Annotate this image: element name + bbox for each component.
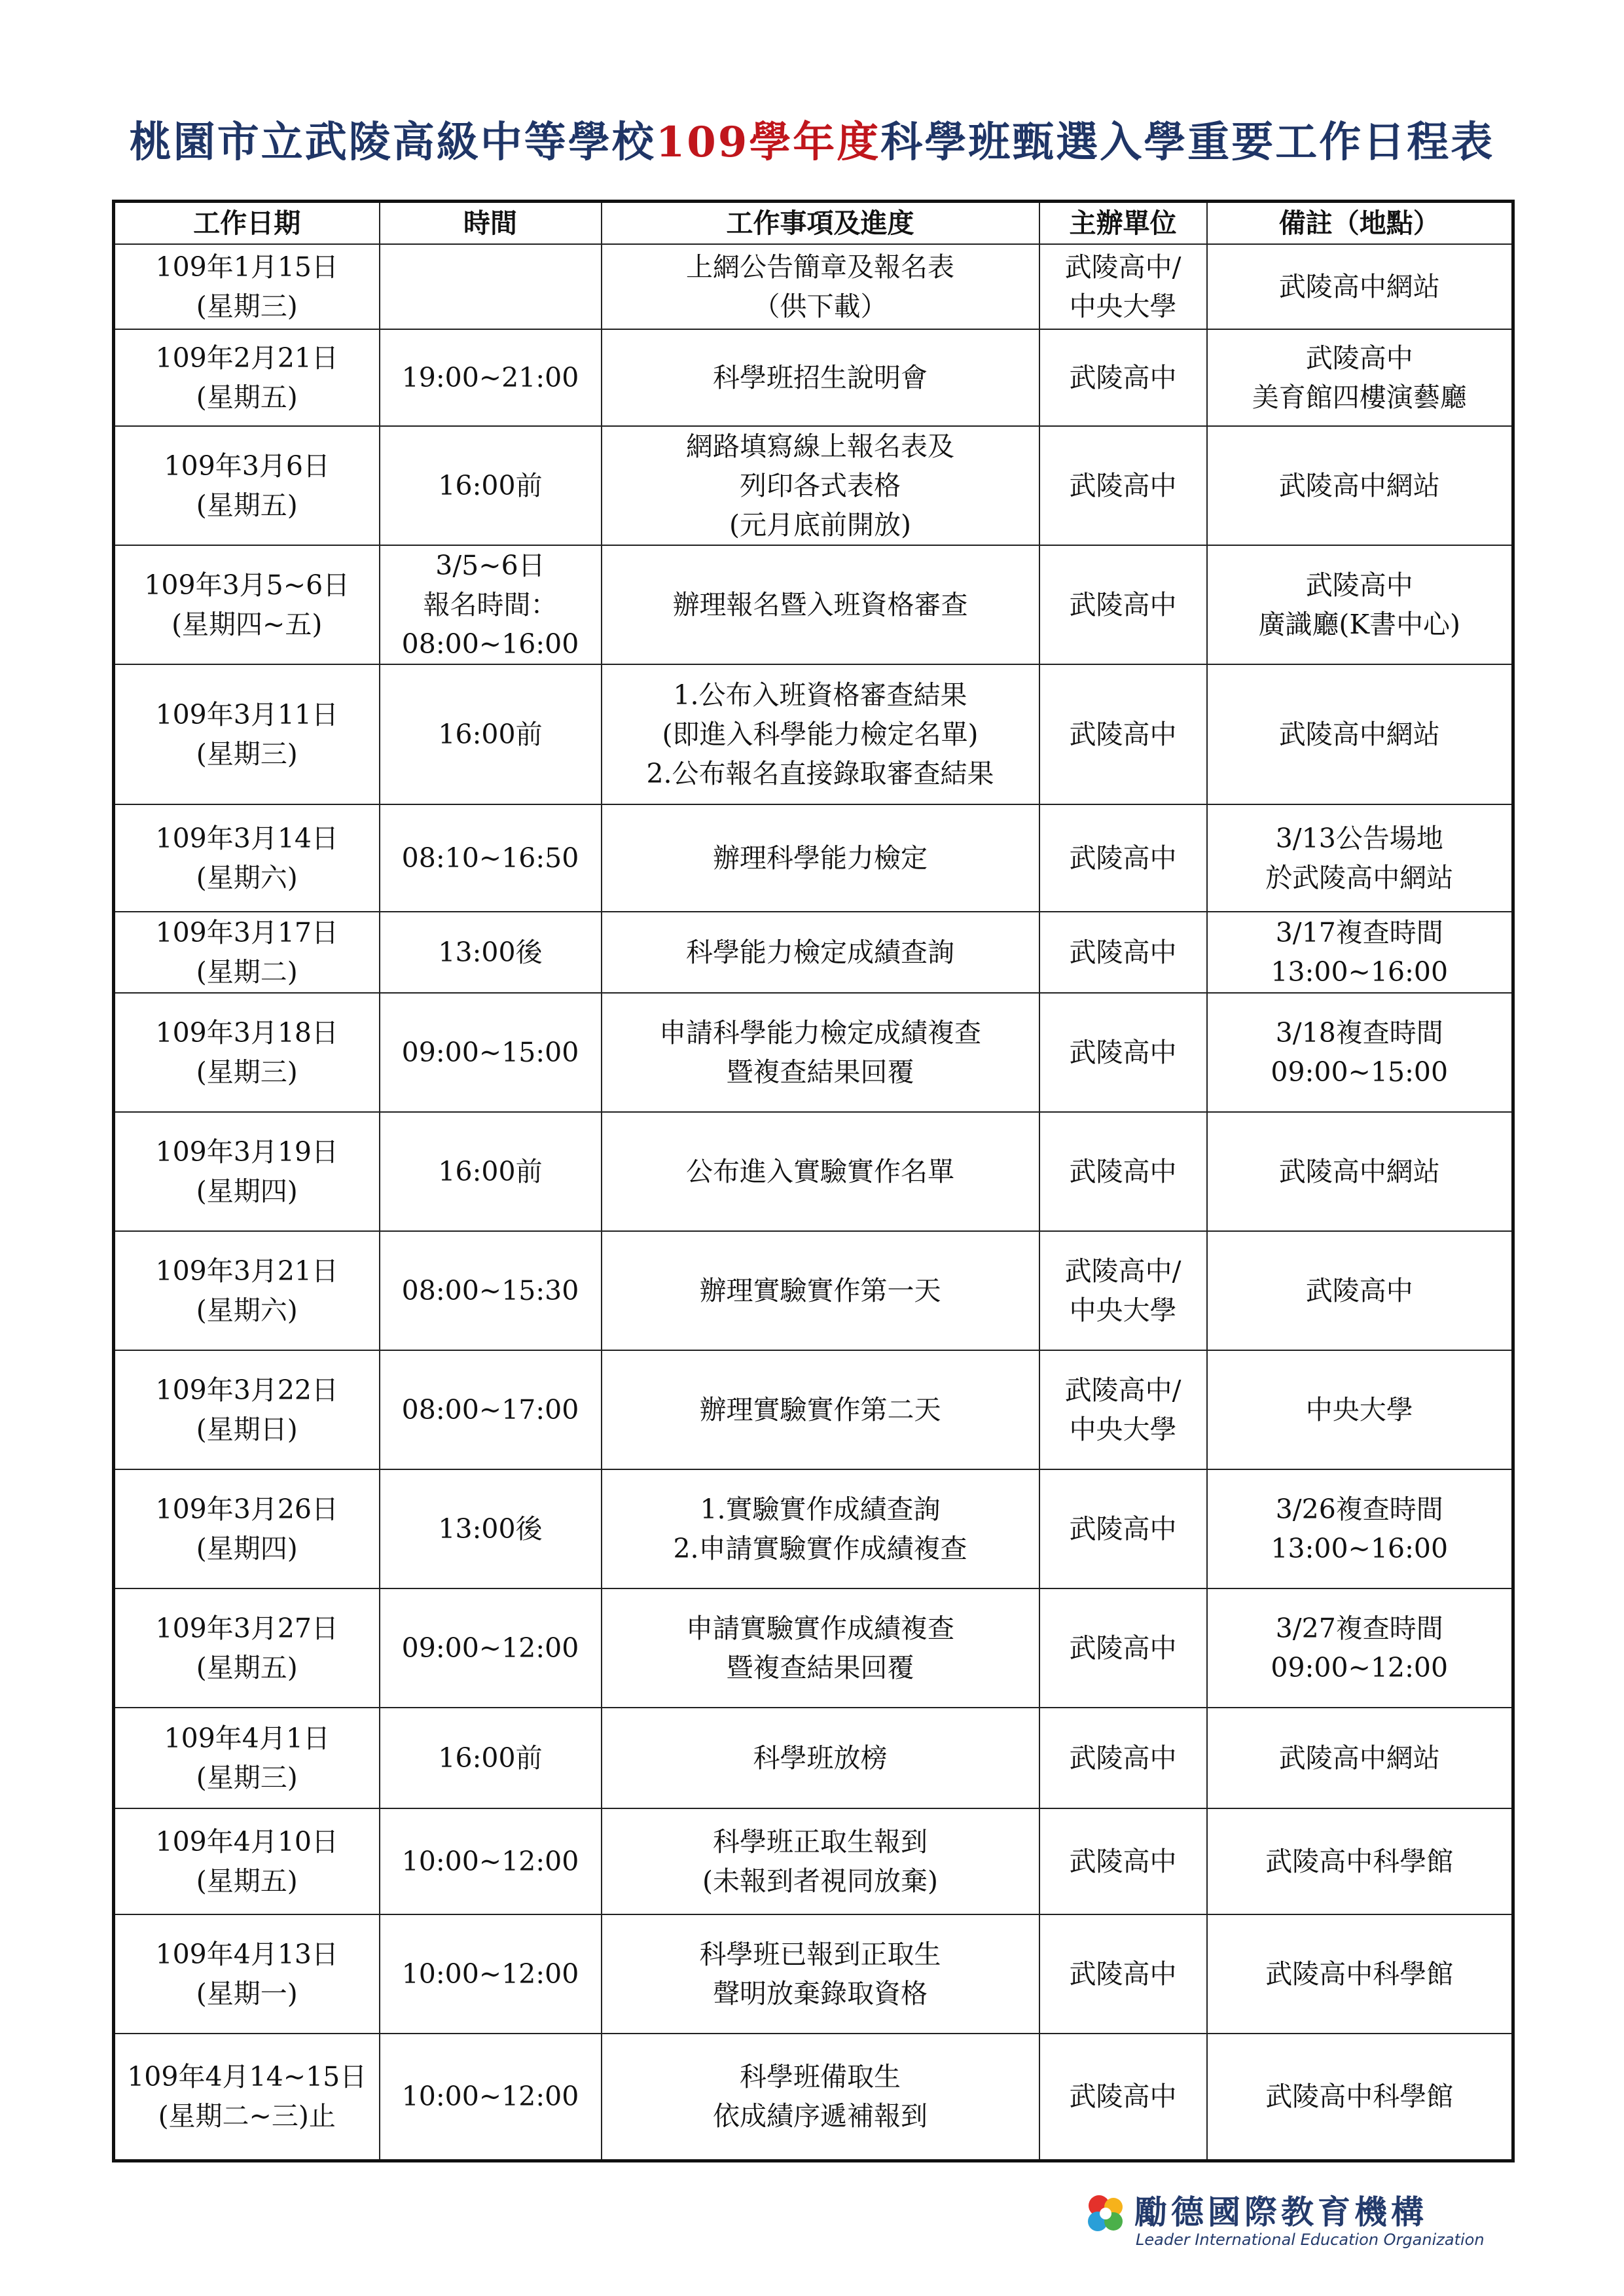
table-row <box>114 1588 1513 1708</box>
cell-line: (星期二~三)止 <box>158 2100 336 2132</box>
cell-line: 武陵高中/ <box>1064 1255 1182 1287</box>
organizer-cell <box>1039 545 1207 664</box>
cell-line: (元月底前開放) <box>729 509 911 541</box>
cell-line: (星期五) <box>196 490 298 521</box>
cell-line: 報名時間： <box>423 589 558 620</box>
cell-line: 109年4月14~15日 <box>127 2061 367 2093</box>
task-cell <box>602 1112 1039 1231</box>
note-cell <box>1207 1808 1513 1914</box>
cell-line: 109年4月13日 <box>155 1939 338 1970</box>
note-cell <box>1207 1350 1513 1469</box>
cell-line: 於武陵高中網站 <box>1265 862 1454 893</box>
table-row <box>114 545 1513 664</box>
cell-line: 武陵高中 <box>1069 1742 1177 1774</box>
cell-line: 中央大學 <box>1069 1414 1177 1445</box>
note-cell <box>1207 1914 1513 2034</box>
header-time: 時間 <box>380 202 602 245</box>
cell-line: 09:00~12:00 <box>401 1632 579 1664</box>
date-cell <box>114 1808 380 1914</box>
cell-line: 13:00~16:00 <box>1271 1533 1449 1564</box>
cell-line: 08:10~16:50 <box>401 842 579 874</box>
cell-line: （供下載） <box>753 291 888 322</box>
cell-line: 13:00~16:00 <box>1271 956 1449 988</box>
cell-line: 中央大學 <box>1069 291 1177 322</box>
cell-line: 10:00~12:00 <box>401 1846 579 1877</box>
cell-line: 網路填寫線上報名表及 <box>686 431 954 462</box>
cell-line: (星期四) <box>196 1533 298 1564</box>
cell-line: (星期五) <box>196 1865 298 1897</box>
cell-line: 辦理科學能力檢定 <box>713 842 928 874</box>
cell-line: (星期三) <box>196 291 298 322</box>
cell-line: 109年3月26日 <box>155 1494 338 1525</box>
table-header-row <box>114 202 1513 245</box>
cell-line: 10:00~12:00 <box>401 2081 579 2113</box>
cell-line: 10:00~12:00 <box>401 1958 579 1990</box>
table-row <box>114 244 1513 329</box>
cell-line: 武陵高中/ <box>1064 251 1182 283</box>
time-cell <box>380 1808 602 1914</box>
organizer-cell <box>1039 1112 1207 1231</box>
table-row <box>114 329 1513 426</box>
task-cell <box>602 993 1039 1112</box>
cell-line: 武陵高中科學館 <box>1265 2081 1454 2113</box>
organizer-cell <box>1039 912 1207 993</box>
cell-line: 13:00後 <box>438 937 543 968</box>
cell-line: 武陵高中 <box>1069 362 1177 393</box>
cell-line: 武陵高中網站 <box>1278 1742 1440 1774</box>
cell-line: 武陵高中 <box>1069 1513 1177 1545</box>
organizer-cell <box>1039 244 1207 329</box>
note-cell <box>1207 2034 1513 2161</box>
cell-line: 廣識廳(K書中心) <box>1258 609 1461 640</box>
cell-line: 武陵高中 <box>1305 1275 1413 1306</box>
time-cell <box>380 426 602 545</box>
date-cell <box>114 1469 380 1588</box>
cell-line: 申請科學能力檢定成績複查 <box>659 1017 981 1049</box>
cell-line: 3/26複查時間 <box>1275 1494 1443 1525</box>
cell-line: 1.實驗實作成績查詢 <box>700 1494 941 1525</box>
task-cell <box>602 804 1039 912</box>
cell-line: 武陵高中 <box>1069 842 1177 874</box>
cell-line: 武陵高中 <box>1069 2081 1177 2113</box>
time-cell <box>380 804 602 912</box>
cell-line: 16:00前 <box>438 470 543 501</box>
date-cell <box>114 329 380 426</box>
table-row <box>114 426 1513 545</box>
header-task: 工作事項及進度 <box>602 202 1039 245</box>
note-cell <box>1207 545 1513 664</box>
cell-line: 武陵高中科學館 <box>1265 1958 1454 1990</box>
cell-line: 3/27複查時間 <box>1275 1613 1443 1644</box>
table-row <box>114 1350 1513 1469</box>
cell-line: 上網公告簡章及報名表 <box>686 251 954 283</box>
cell-line: 109年3月19日 <box>155 1136 338 1168</box>
header-note: 備註（地點） <box>1207 202 1513 245</box>
cell-line: 武陵高中 <box>1069 1156 1177 1187</box>
cell-line: 3/13公告場地 <box>1275 823 1443 854</box>
cell-line: 09:00~15:00 <box>1271 1056 1449 1088</box>
cell-line: 109年3月5~6日 <box>144 569 350 601</box>
cell-line: 中央大學 <box>1305 1394 1413 1426</box>
cell-line: 16:00前 <box>438 1156 543 1187</box>
table-row <box>114 912 1513 993</box>
time-cell <box>380 244 602 329</box>
note-cell <box>1207 1469 1513 1588</box>
cell-line: 08:00~16:00 <box>401 628 579 660</box>
task-cell <box>602 329 1039 426</box>
cell-line: 武陵高中網站 <box>1278 470 1440 501</box>
time-cell <box>380 1231 602 1350</box>
cell-line: (星期五) <box>196 1652 298 1683</box>
cell-line: 武陵高中 <box>1069 937 1177 968</box>
cell-line: (星期一) <box>196 1978 298 2009</box>
organizer-cell <box>1039 1469 1207 1588</box>
cell-line: 武陵高中 <box>1069 719 1177 750</box>
task-cell <box>602 426 1039 545</box>
cell-line: 科學班放榜 <box>753 1742 888 1774</box>
task-cell <box>602 664 1039 804</box>
cell-line: 科學能力檢定成績查詢 <box>686 937 954 968</box>
organizer-cell <box>1039 664 1207 804</box>
organizer-cell <box>1039 1350 1207 1469</box>
task-cell <box>602 1808 1039 1914</box>
task-cell <box>602 2034 1039 2161</box>
cell-line: (星期二) <box>196 956 298 988</box>
cell-line: (星期三) <box>196 738 298 770</box>
cell-line: 2.公布報名直接錄取審查結果 <box>646 758 994 789</box>
cell-line: 109年3月14日 <box>155 823 338 854</box>
organization-logo <box>1083 2185 1502 2257</box>
table-row <box>114 1914 1513 2034</box>
time-cell <box>380 545 602 664</box>
task-cell <box>602 1469 1039 1588</box>
cell-line: 109年3月11日 <box>155 699 338 730</box>
organizer-cell <box>1039 2034 1207 2161</box>
organizer-cell <box>1039 1708 1207 1808</box>
cell-line: 辦理實驗實作第二天 <box>699 1394 941 1426</box>
task-cell <box>602 545 1039 664</box>
cell-line: 3/17複查時間 <box>1275 917 1443 948</box>
cell-line: 109年3月21日 <box>155 1255 338 1287</box>
time-cell <box>380 1914 602 2034</box>
date-cell <box>114 1112 380 1231</box>
cell-line: 109年2月21日 <box>155 342 338 374</box>
time-cell <box>380 1588 602 1708</box>
cell-line: 武陵高中 <box>1069 589 1177 620</box>
table-row <box>114 1112 1513 1231</box>
cell-line: 08:00~15:30 <box>401 1275 579 1306</box>
organizer-cell <box>1039 329 1207 426</box>
organizer-cell <box>1039 1231 1207 1350</box>
cell-line: (星期六) <box>196 862 298 893</box>
table-row <box>114 1231 1513 1350</box>
cell-line: 109年3月27日 <box>155 1613 338 1644</box>
cell-line: 武陵高中科學館 <box>1265 1846 1454 1877</box>
date-cell <box>114 664 380 804</box>
cell-line: 武陵高中網站 <box>1278 1156 1440 1187</box>
cell-line: 武陵高中 <box>1069 1632 1177 1664</box>
cell-line: 09:00~15:00 <box>401 1037 579 1068</box>
organizer-cell <box>1039 1588 1207 1708</box>
note-cell <box>1207 1231 1513 1350</box>
cell-line: 申請實驗實作成績複查 <box>686 1613 954 1644</box>
note-cell <box>1207 912 1513 993</box>
cell-line: 武陵高中 <box>1069 1958 1177 1990</box>
cell-line: 16:00前 <box>438 1742 543 1774</box>
cell-line: 13:00後 <box>438 1513 543 1545</box>
cell-line: 暨複查結果回覆 <box>726 1056 914 1088</box>
task-cell <box>602 1708 1039 1808</box>
cell-line: 武陵高中/ <box>1064 1374 1182 1406</box>
cell-line: 科學班已報到正取生 <box>699 1939 941 1970</box>
time-cell <box>380 912 602 993</box>
cell-line: 109年4月10日 <box>155 1826 338 1857</box>
header-work-date: 工作日期 <box>114 202 380 245</box>
cell-line: 武陵高中 <box>1069 1037 1177 1068</box>
cell-line: 109年3月22日 <box>155 1374 338 1406</box>
cell-line: 暨複查結果回覆 <box>726 1652 914 1683</box>
date-cell <box>114 1231 380 1350</box>
time-cell <box>380 1112 602 1231</box>
page-title <box>0 110 1624 175</box>
cell-line: 美育館四樓演藝廳 <box>1252 382 1467 413</box>
cell-line: 09:00~12:00 <box>1271 1652 1449 1683</box>
table-row <box>114 993 1513 1112</box>
cell-line: 科學班正取生報到 <box>713 1826 928 1857</box>
logo-emblem-icon <box>1083 2191 1128 2236</box>
cell-line: 1.公布入班資格審查結果 <box>673 679 967 711</box>
time-cell <box>380 993 602 1112</box>
note-cell <box>1207 329 1513 426</box>
task-cell <box>602 1914 1039 2034</box>
cell-line: 公布進入實驗實作名單 <box>686 1156 954 1187</box>
note-cell <box>1207 1708 1513 1808</box>
cell-line: 109年3月17日 <box>155 917 338 948</box>
task-cell <box>602 1588 1039 1708</box>
cell-line: 武陵高中 <box>1305 342 1413 374</box>
table-row <box>114 1708 1513 1808</box>
table-row <box>114 1808 1513 1914</box>
table-row <box>114 664 1513 804</box>
date-cell <box>114 545 380 664</box>
cell-line: 08:00~17:00 <box>401 1394 579 1426</box>
date-cell <box>114 244 380 329</box>
table-row <box>114 804 1513 912</box>
cell-line: 武陵高中網站 <box>1278 719 1440 750</box>
cell-line: 109年1月15日 <box>155 251 338 283</box>
table-row <box>114 1469 1513 1588</box>
date-cell <box>114 993 380 1112</box>
note-cell <box>1207 1588 1513 1708</box>
time-cell <box>380 1350 602 1469</box>
cell-line: 武陵高中 <box>1069 470 1177 501</box>
title-suffix: 科學班甄選入學重要工作日程表 <box>880 118 1495 167</box>
date-cell <box>114 1914 380 2034</box>
cell-line: 辦理實驗實作第一天 <box>699 1275 941 1306</box>
date-cell <box>114 426 380 545</box>
task-cell <box>602 1231 1039 1350</box>
cell-line: (星期五) <box>196 382 298 413</box>
logo-name-chinese: 勵德國際教育機構 <box>1134 2193 1428 2231</box>
time-cell <box>380 664 602 804</box>
cell-line: 19:00~21:00 <box>401 362 579 393</box>
title-highlight: 109學年度 <box>655 118 881 167</box>
cell-line: 109年3月6日 <box>164 450 330 482</box>
cell-line: 武陵高中 <box>1069 1846 1177 1877</box>
cell-line: 中央大學 <box>1069 1295 1177 1326</box>
time-cell <box>380 1469 602 1588</box>
cell-line: (星期日) <box>196 1414 298 1445</box>
table-row <box>114 2034 1513 2161</box>
cell-line: (星期四~五) <box>171 609 323 640</box>
header-organizer: 主辦單位 <box>1039 202 1207 245</box>
cell-line: 武陵高中網站 <box>1278 271 1440 302</box>
schedule-body <box>114 244 1513 2161</box>
cell-line: 辦理報名暨入班資格審查 <box>672 589 968 620</box>
time-cell <box>380 2034 602 2161</box>
cell-line: (星期四) <box>196 1175 298 1207</box>
cell-line: 109年3月18日 <box>155 1017 338 1049</box>
time-cell <box>380 329 602 426</box>
cell-line: 16:00前 <box>438 719 543 750</box>
task-cell <box>602 1350 1039 1469</box>
cell-line: 109年4月1日 <box>164 1723 330 1754</box>
schedule-table <box>112 200 1515 2162</box>
cell-line: 3/5~6日 <box>435 550 545 581</box>
cell-line: 科學班備取生 <box>740 2061 901 2093</box>
organizer-cell <box>1039 993 1207 1112</box>
organizer-cell <box>1039 426 1207 545</box>
cell-line: 2.申請實驗實作成績複查 <box>673 1533 967 1564</box>
cell-line: 列印各式表格 <box>740 470 901 501</box>
note-cell <box>1207 993 1513 1112</box>
note-cell <box>1207 1112 1513 1231</box>
logo-name-english: Leader International Education Organization <box>1136 2231 1485 2249</box>
date-cell <box>114 912 380 993</box>
cell-line: 科學班招生說明會 <box>713 362 928 393</box>
cell-line: (星期三) <box>196 1762 298 1793</box>
task-cell <box>602 244 1039 329</box>
title-prefix: 桃園市立武陵高級中等學校 <box>129 118 656 167</box>
cell-line: 3/18複查時間 <box>1275 1017 1443 1049</box>
note-cell <box>1207 426 1513 545</box>
time-cell <box>380 1708 602 1808</box>
date-cell <box>114 1588 380 1708</box>
cell-line: (星期三) <box>196 1056 298 1088</box>
cell-line: 武陵高中 <box>1305 569 1413 601</box>
organizer-cell <box>1039 1808 1207 1914</box>
date-cell <box>114 1708 380 1808</box>
cell-line: (星期六) <box>196 1295 298 1326</box>
note-cell <box>1207 244 1513 329</box>
date-cell <box>114 1350 380 1469</box>
cell-line: 依成績序遞補報到 <box>713 2100 928 2132</box>
date-cell <box>114 2034 380 2161</box>
task-cell <box>602 912 1039 993</box>
note-cell <box>1207 804 1513 912</box>
cell-line: (未報到者視同放棄) <box>702 1865 938 1897</box>
organizer-cell <box>1039 1914 1207 2034</box>
organizer-cell <box>1039 804 1207 912</box>
date-cell <box>114 804 380 912</box>
note-cell <box>1207 664 1513 804</box>
cell-line: (即進入科學能力檢定名單) <box>662 719 979 750</box>
cell-line: 聲明放棄錄取資格 <box>713 1978 928 2009</box>
